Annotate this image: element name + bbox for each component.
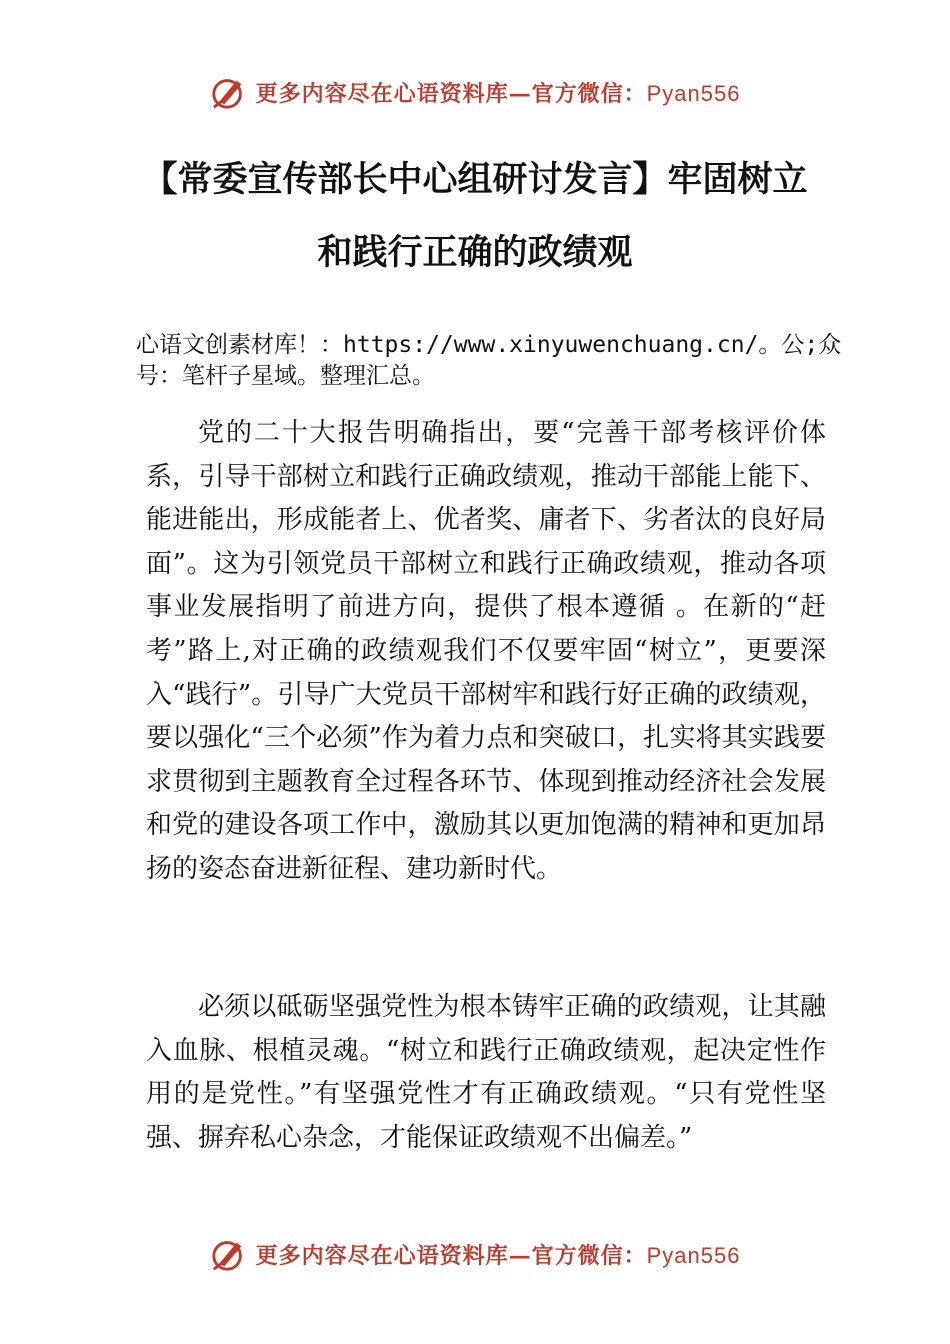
header-banner-text: 更多内容尽在心语资料库—官方微信：Pyan556 bbox=[255, 80, 741, 107]
wechat-id: Pyan556 bbox=[646, 1242, 741, 1268]
wechat-id: Pyan556 bbox=[646, 80, 741, 106]
pen-circle-logo-icon bbox=[210, 1235, 248, 1273]
footer-banner bbox=[0, 1234, 950, 1274]
header-banner bbox=[0, 72, 950, 112]
body-paragraph: 必须以砥砺坚强党性为根本铸牢正确的政绩观，让其融入血脉、根植灵魂。“树立和践行正确政绩观，起决定性作用的是党性。”有坚强党性才有正确政绩观。“只有党性坚强、摒弃私心杂念，才能保证政绩观不出偏差。” bbox=[146, 992, 826, 1153]
source-note: 心语文创素材库！：https://www.xinyuwenchuang.cn/。公;众号：笔杆子星域。整理汇总。 bbox=[136, 332, 842, 389]
page-title-line-1: 【常委宣传部长中心组研讨发言】牢固树立 bbox=[142, 160, 808, 200]
body-paragraph: 党的二十大报告明确指出，要“完善干部考核评价体系，引导干部树立和践行正确政绩观，推动干部能上能下、能进能出，形成能者上、优者奖、庸者下、劣者汰的良好局面”。这为引领党员干部树立和践行正确政绩观，推动各项事业发展指明了前进方向，提供了根本遵循 。在新的“赶考”路上,对正确的政绩观我们不仅要牢固“树立”，更要深入“践行”。引导广大党员干部树牢和践行好正确的政绩观，要以强化“三个必须”作为着力点和突破口，扎实将其实践要求贯彻到主题教育全过程各环节、体现到推动经济社会发展和党的建设各项工作中，激励其以更加饱满的精神和更加昂扬的姿态奋进新征程、建功新时代。 bbox=[146, 418, 826, 884]
pen-circle-logo-icon bbox=[210, 73, 248, 111]
page-title-line-2: 和践行正确的政绩观 bbox=[317, 233, 633, 273]
footer-banner-text: 更多内容尽在心语资料库—官方微信：Pyan556 bbox=[255, 1242, 741, 1269]
